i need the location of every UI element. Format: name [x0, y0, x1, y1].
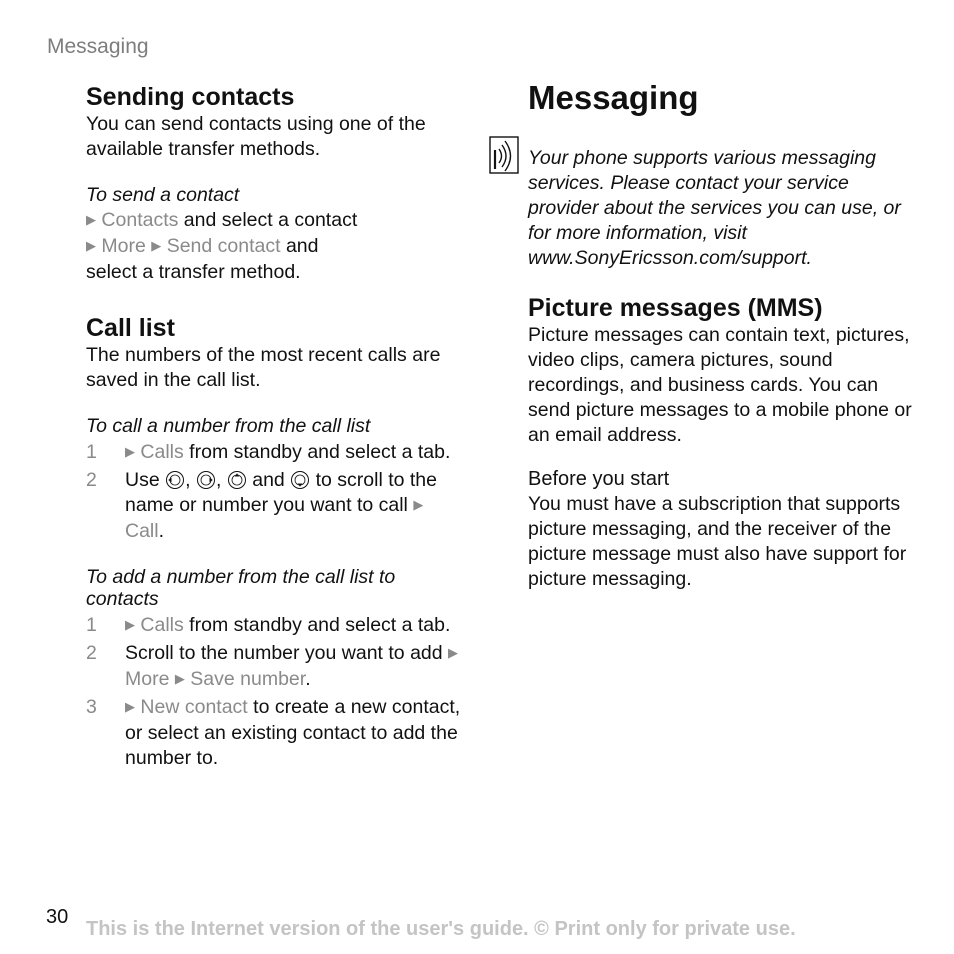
call-list-body: The numbers of the most recent calls are saved in the call list.: [86, 344, 441, 391]
sending-contacts-body: You can send contacts using one of the available transfer methods.: [86, 113, 426, 160]
menu-path-send-contact: Send contact: [166, 235, 281, 257]
picture-messages-body: Picture messages can contain text, pictures, video clips, camera pictures, sound recordings, and business cards. You can send picture messages to a mobile phone or an email address.: [528, 324, 912, 446]
nav-down-icon: [290, 470, 310, 490]
step-text: [125, 695, 466, 771]
list-item: [86, 641, 466, 693]
list-item: [86, 468, 466, 544]
step-text: and: [280, 235, 319, 257]
procedure-title-add-number: To add a number from the call list to contacts: [86, 566, 396, 610]
triangle-right-icon: ▶: [86, 238, 96, 253]
step-text-main: Scroll to the number you want to add: [125, 642, 449, 664]
step-text-rest: from standby and select a tab.: [183, 441, 451, 463]
network-service-icon: [489, 136, 519, 174]
send-contact-step-2: [86, 234, 466, 260]
menu-path-call: Call: [125, 520, 159, 542]
list-item: [86, 440, 466, 466]
step-number: 1: [86, 441, 97, 463]
step-text: and select a contact: [178, 209, 358, 231]
left-column: [86, 82, 466, 771]
section-title-picture-messages: Picture messages (MMS): [528, 294, 823, 322]
triangle-right-icon: ▶: [151, 238, 162, 253]
step-text-rest: to create a new contact, or select an existing contact to add the number to.: [125, 696, 461, 769]
menu-path-more: More: [125, 668, 170, 690]
step-number: 2: [86, 469, 97, 491]
step-text-use: Use: [125, 469, 166, 491]
section-title-call-list: Call list: [86, 314, 175, 342]
note-text: Your phone supports various messaging services. Please contact your service provider about the services you can use, or for more information, visit www.SonyEricsson.com/support.: [528, 147, 901, 269]
step-text-rest: from standby and select a tab.: [183, 614, 451, 636]
step-number: 1: [86, 614, 97, 636]
footer-notice: This is the Internet version of the user's guide. © Print only for private use.: [86, 918, 796, 940]
subheading-before-you-start: Before you start: [528, 468, 670, 490]
procedure-title-call-number: To call a number from the call list: [86, 415, 371, 437]
triangle-right-icon: ▶: [125, 617, 135, 632]
triangle-right-icon: ▶: [125, 444, 135, 459]
step-text: [125, 641, 466, 693]
list-item: [86, 613, 466, 639]
punctuation: .: [158, 520, 165, 542]
triangle-right-icon: ▶: [125, 699, 135, 714]
triangle-right-icon: ▶: [448, 645, 459, 660]
punctuation: ,: [215, 469, 222, 491]
before-you-start-body: You must have a subscription that supports picture messaging, and the receiver of the picture message must also have support for picture messaging.: [528, 493, 907, 590]
step-text: [125, 613, 466, 639]
triangle-right-icon: ▶: [86, 212, 96, 227]
menu-path-calls: Calls: [140, 614, 184, 636]
send-contact-step-3: select a transfer method.: [86, 261, 301, 283]
menu-path-more: More: [101, 235, 146, 257]
section-title-sending-contacts: Sending contacts: [86, 83, 295, 111]
step-number: 2: [86, 642, 97, 664]
nav-up-icon: [227, 470, 247, 490]
nav-right-icon: [196, 470, 216, 490]
menu-path-contacts: Contacts: [101, 209, 179, 231]
step-text-and: and: [252, 469, 285, 491]
list-item: [86, 695, 466, 771]
triangle-right-icon: ▶: [413, 497, 424, 512]
menu-path-new-contact: New contact: [140, 696, 248, 718]
punctuation: .: [305, 668, 311, 690]
punctuation: ,: [185, 469, 191, 491]
menu-path-calls: Calls: [140, 441, 184, 463]
step-text-rest: to scroll to the name or number you want to call: [125, 469, 437, 516]
running-header: Messaging: [47, 35, 149, 58]
menu-path-save-number: Save number: [190, 668, 306, 690]
step-text: [125, 468, 466, 544]
triangle-right-icon: ▶: [174, 671, 185, 686]
chapter-title: Messaging: [528, 79, 699, 116]
nav-left-icon: [165, 470, 185, 490]
send-contact-step-1: [86, 208, 466, 234]
right-column: [528, 78, 913, 592]
procedure-title-send-contact: To send a contact: [86, 184, 240, 206]
network-note: [528, 146, 913, 271]
page-number: 30: [46, 906, 69, 928]
step-number: 3: [86, 696, 97, 718]
step-text: [125, 440, 466, 466]
